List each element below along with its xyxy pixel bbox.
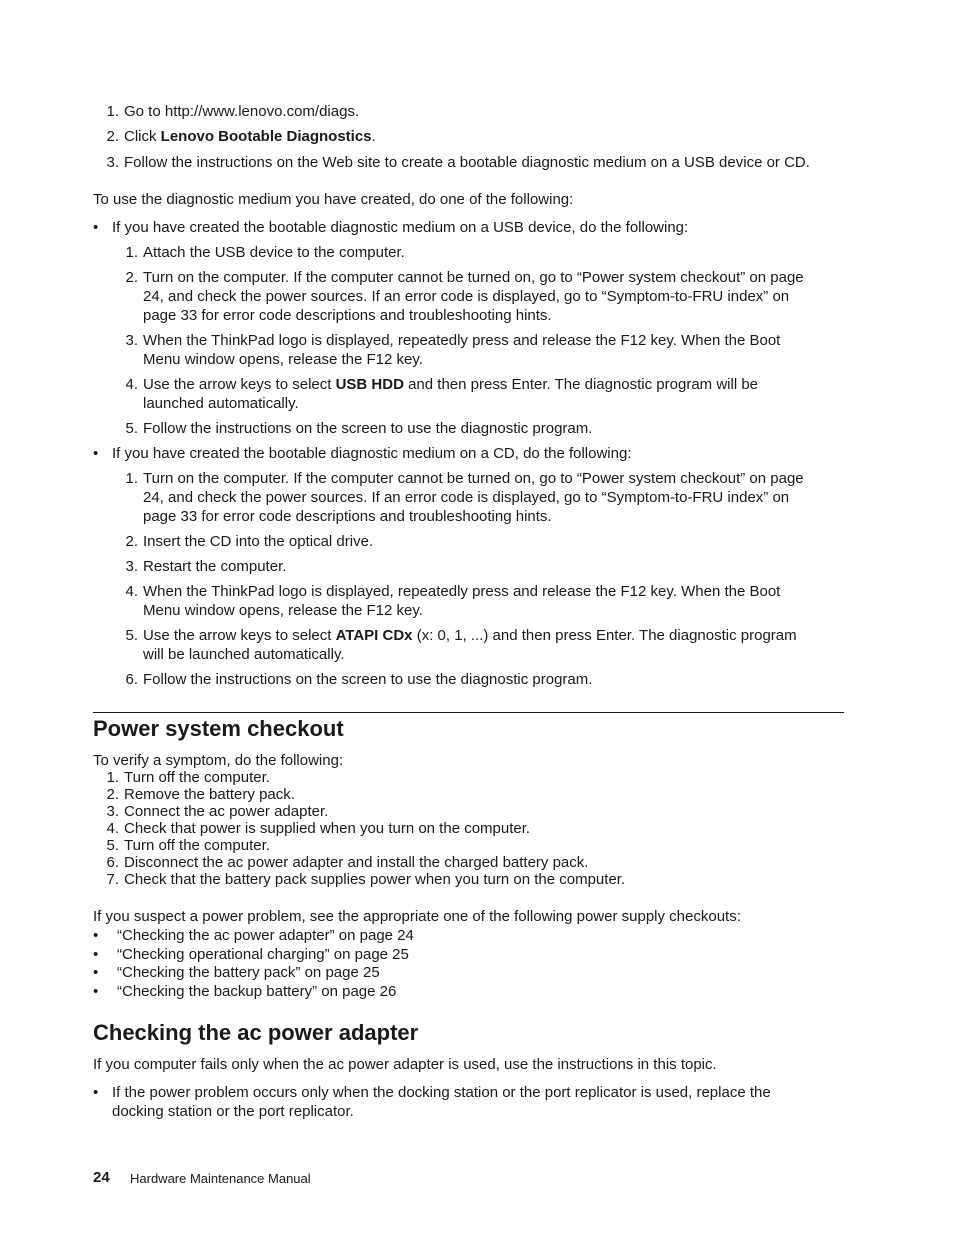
list-number: 4. <box>125 376 138 393</box>
list-item-line: When the ThinkPad logo is displayed, repeatedly press and release the F12 key. When the Boot <box>143 583 781 600</box>
bold-term: Lenovo Bootable Diagnostics <box>160 128 372 145</box>
list-item-line: Turn on the computer. If the computer cannot be turned on, go to “Power system checkout” on page <box>143 269 804 286</box>
list-item-line: Menu window opens, release the F12 key. <box>143 351 423 368</box>
list-number: 2. <box>125 269 138 286</box>
list-number: 1. <box>106 103 119 120</box>
list-number: 1. <box>125 470 138 487</box>
list-number: 2. <box>106 786 119 803</box>
text-run: (x: 0, 1, ...) and then press Enter. The diagnostic program <box>412 627 797 644</box>
list-item: Restart the computer. <box>143 558 287 575</box>
list-item: Check that power is supplied when you turn on the computer. <box>124 820 531 837</box>
list-number: 6. <box>106 854 119 871</box>
list-item: Remove the battery pack. <box>124 786 295 803</box>
bullet-glyph: • <box>93 927 99 944</box>
list-item: Follow the instructions on the screen to use the diagnostic program. <box>143 420 593 437</box>
list-number: 1. <box>106 769 119 786</box>
list-item-line: launched automatically. <box>143 395 299 412</box>
list-item-line <box>143 626 797 645</box>
list-number: 2. <box>125 533 138 550</box>
bullet-glyph: • <box>93 983 99 1000</box>
cross-reference-link[interactable]: “Checking the ac power adapter” on page 24 <box>117 927 414 944</box>
cross-reference-link[interactable]: “Checking the battery pack” on page 25 <box>117 964 380 981</box>
list-item-line: 24, and check the power sources. If an error code is displayed, go to “Symptom-to-FRU index” on <box>143 288 790 305</box>
list-item-line: When the ThinkPad logo is displayed, repeatedly press and release the F12 key. When the Boot <box>143 332 781 349</box>
section-divider <box>93 712 844 713</box>
list-number: 2. <box>106 128 119 145</box>
bullet-glyph: • <box>93 964 99 981</box>
section-heading: Power system checkout <box>93 716 344 741</box>
list-item-line: 24, and check the power sources. If an error code is displayed, go to “Symptom-to-FRU index” on <box>143 489 790 506</box>
list-number: 4. <box>106 820 119 837</box>
list-item-line: page 33 for error code descriptions and troubleshooting hints. <box>143 508 552 525</box>
bullet-item-line: docking station or the port replicator. <box>112 1103 354 1120</box>
bullet-lead: If you have created the bootable diagnostic medium on a USB device, do the following: <box>112 219 689 236</box>
list-item: Check that the battery pack supplies power when you turn on the computer. <box>124 871 626 888</box>
text-run: Click <box>124 128 161 145</box>
list-item-line: Menu window opens, release the F12 key. <box>143 602 423 619</box>
section-intro: To verify a symptom, do the following: <box>93 752 344 769</box>
list-item: Follow the instructions on the screen to use the diagnostic program. <box>143 671 593 688</box>
list-number: 5. <box>106 837 119 854</box>
intro-paragraph: To use the diagnostic medium you have created, do one of the following: <box>93 191 574 208</box>
list-item: Turn off the computer. <box>124 769 270 786</box>
bullet-lead: If you have created the bootable diagnostic medium on a CD, do the following: <box>112 445 632 462</box>
bold-term: ATAPI CDx <box>335 627 413 644</box>
list-item-line <box>143 375 758 394</box>
bold-term: USB HDD <box>335 376 404 393</box>
list-number: 5. <box>125 627 138 644</box>
list-number: 7. <box>106 871 119 888</box>
list-number: 4. <box>125 583 138 600</box>
text-run: Use the arrow keys to select <box>143 376 336 393</box>
bullet-glyph: • <box>93 219 99 236</box>
list-number: 3. <box>106 803 119 820</box>
bullet-item-line: If the power problem occurs only when the docking station or the port replicator is used, replace the <box>112 1084 771 1101</box>
list-item-line: Turn on the computer. If the computer cannot be turned on, go to “Power system checkout” on page <box>143 470 804 487</box>
section-heading: Checking the ac power adapter <box>93 1020 419 1045</box>
list-item: Turn off the computer. <box>124 837 270 854</box>
cross-reference-link[interactable]: “Checking operational charging” on page 25 <box>117 946 409 963</box>
text-run: . <box>371 128 376 145</box>
list-item-line: will be launched automatically. <box>143 646 345 663</box>
list-item <box>124 127 376 146</box>
list-number: 3. <box>125 558 138 575</box>
text-run: and then press Enter. The diagnostic program will be <box>403 376 759 393</box>
list-item: Follow the instructions on the Web site to create a bootable diagnostic medium on a USB device or CD. <box>124 154 810 171</box>
section-intro: If you computer fails only when the ac power adapter is used, use the instructions in this topic. <box>93 1056 717 1073</box>
text-run: Use the arrow keys to select <box>143 627 336 644</box>
bullet-glyph: • <box>93 946 99 963</box>
section-paragraph: If you suspect a power problem, see the appropriate one of the following power supply checkouts: <box>93 908 741 925</box>
list-number: 1. <box>125 244 138 261</box>
cross-reference-link[interactable]: “Checking the backup battery” on page 26 <box>117 983 397 1000</box>
list-item: Disconnect the ac power adapter and install the charged battery pack. <box>124 854 589 871</box>
list-number: 5. <box>125 420 138 437</box>
page-number: 24 <box>93 1169 110 1186</box>
bullet-glyph: • <box>93 445 99 462</box>
list-item-line: page 33 for error code descriptions and troubleshooting hints. <box>143 307 552 324</box>
list-item: Insert the CD into the optical drive. <box>143 533 374 550</box>
footer-title: Hardware Maintenance Manual <box>130 1171 311 1186</box>
list-number: 6. <box>125 671 138 688</box>
list-item: Attach the USB device to the computer. <box>143 244 405 261</box>
bullet-glyph: • <box>93 1084 99 1101</box>
list-number: 3. <box>125 332 138 349</box>
list-item: Connect the ac power adapter. <box>124 803 329 820</box>
list-number: 3. <box>106 154 119 171</box>
list-item: Go to http://www.lenovo.com/diags. <box>124 103 360 120</box>
